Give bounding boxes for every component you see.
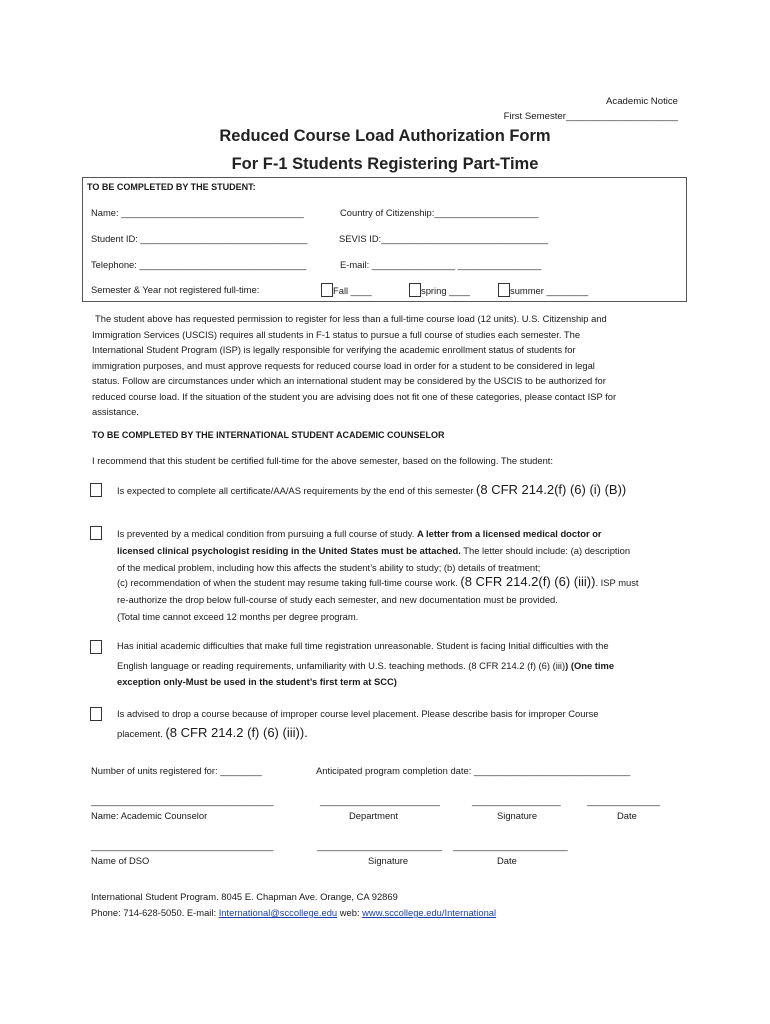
option2-line2-bold: licensed clinical psychologist residing in the United States must be attached. [117, 545, 461, 556]
intro-line: status. Follow are circumstances under which an international student may be considered by the USCIS to be authorized for [92, 375, 606, 386]
phone-text: Phone: 714-628-5050. E-mail: [91, 907, 219, 918]
dso-signature-line[interactable]: ________________________ [317, 840, 443, 851]
summer-checkbox[interactable] [498, 283, 510, 297]
option3-line2-bold: ) (One time [565, 660, 615, 671]
option-improper-placement-checkbox[interactable] [90, 707, 102, 721]
option2-line1: Is prevented by a medical condition from pursuing a full course of study. [117, 528, 417, 539]
option-complete-requirements [117, 482, 626, 497]
intro-line: The student above has requested permission to register for less than a full-time course load (12 units). U.S. Citizenship and [95, 313, 607, 324]
contact-line [91, 907, 496, 918]
counselor-name-line[interactable]: ___________________________________ [91, 795, 274, 806]
spring-checkbox[interactable] [409, 283, 421, 297]
option-medical-condition-checkbox[interactable] [90, 526, 102, 540]
dso-name-line[interactable]: ___________________________________ [91, 840, 274, 851]
option2-line1-bold: A letter from a licensed medical doctor or [416, 528, 602, 539]
option3-line2-wrap [117, 660, 614, 671]
sevis-id-field[interactable]: SEVIS ID:________________________________ [339, 233, 549, 244]
option2-citation: (8 CFR 214.2(f) (6) (iii)) [460, 574, 596, 589]
spring-label: spring ____ [421, 285, 470, 296]
option3-line2: English language or reading requirements, unfamiliarity with U.S. teaching methods. (8 CFR 214.2 (f) (6) (iii) [117, 660, 566, 671]
option-complete-requirements-checkbox[interactable] [90, 483, 102, 497]
dso-signature-label: Signature [368, 855, 409, 866]
contact-address: International Student Program. 8045 E. Chapman Ave. Orange, CA 92869 [91, 891, 398, 902]
option4-line2: placement. [117, 728, 166, 739]
units-registered-field[interactable]: Number of units registered for: ________ [91, 765, 262, 776]
fall-checkbox[interactable] [321, 283, 333, 297]
option3-line1: Has initial academic difficulties that make full time registration unreasonable. Student is facing Initial difficulties with the [117, 640, 609, 651]
option2-line4: (c) recommendation of when the student may resume taking full-time course work. [117, 577, 461, 588]
fall-label: Fall ____ [333, 285, 372, 296]
form-title-line2: For F-1 Students Registering Part-Time [231, 155, 539, 173]
counselor-section-heading: TO BE COMPLETED BY THE INTERNATIONAL STUDENT ACADEMIC COUNSELOR [92, 430, 445, 440]
counselor-name-label: Name: Academic Counselor [91, 810, 208, 821]
counselor-date-line[interactable]: ______________ [587, 795, 660, 806]
dso-name-label: Name of DSO [91, 855, 150, 866]
name-field[interactable]: Name: ___________________________________ [91, 207, 304, 218]
dso-date-label: Date [497, 855, 517, 866]
option2-line2: The letter should include: (a) description [460, 545, 631, 556]
email-link[interactable]: International@sccollege.edu [218, 907, 338, 918]
student-section-heading: TO BE COMPLETED BY THE STUDENT: [87, 182, 256, 192]
option2-line6: (Total time cannot exceed 12 months per degree program. [117, 611, 359, 622]
notice-title: Academic Notice [606, 96, 678, 107]
department-line[interactable]: _______________________ [320, 795, 440, 806]
first-semester-field: First Semester_____________________ [503, 111, 678, 122]
completion-date-field[interactable]: Anticipated program completion date: ______________________________ [316, 765, 631, 776]
option-medical-condition [117, 525, 630, 576]
option4-line2-wrap [117, 725, 308, 740]
option-academic-difficulties-checkbox[interactable] [90, 640, 102, 654]
option2-line5: re-authorize the drop below full-course of study each semester, and new documentation must be provided. [117, 594, 558, 605]
date-label: Date [617, 810, 637, 821]
option3-line3-bold: exception only-Must be used in the student’s first term at SCC) [117, 676, 397, 687]
web-prefix: web: [337, 907, 363, 918]
option-medical-condition-cont [117, 573, 639, 625]
option2-line3: of the medical problem, including how this affects the student’s ability to study; (b) details of treatment; [117, 562, 541, 573]
option1-text: Is expected to complete all certificate/AA/AS requirements by the end of this semester [117, 485, 477, 496]
dso-date-line[interactable]: ______________________ [453, 840, 568, 851]
email-field[interactable]: E-mail: ________________ ________________ [340, 259, 542, 270]
telephone-field[interactable]: Telephone: ________________________________ [91, 259, 307, 270]
citizenship-field[interactable]: Country of Citizenship:____________________ [340, 207, 539, 218]
summer-label: summer ________ [510, 285, 589, 296]
signature-label: Signature [497, 810, 538, 821]
option4-end: . [304, 725, 308, 740]
department-label: Department [349, 810, 398, 821]
counselor-signature-line[interactable]: _________________ [472, 795, 561, 806]
intro-line: reduced course load. If the situation of the student you are advising does not fit one of these categories, please contact ISP for [92, 390, 617, 402]
option4-line1: Is advised to drop a course because of improper course level placement. Please describe basis for improper Course [117, 708, 599, 719]
option4-citation: (8 CFR 214.2 (f) (6) (iii)) [165, 725, 305, 740]
option1-citation: (8 CFR 214.2(f) (6) (i) (B)) [476, 482, 627, 497]
intro-line: International Student Program (ISP) is legally responsible for verifying the academic enrollment status of students for [92, 344, 576, 355]
recommend-text: I recommend that this student be certified full-time for the above semester, based on the following. The student: [92, 455, 554, 466]
semester-label: Semester & Year not registered full-time: [91, 284, 260, 295]
intro-line: Immigration Services (USCIS) requires all students in F-1 status to pursue a full course of studies each semester. The [92, 328, 581, 340]
student-id-field[interactable]: Student ID: ________________________________ [91, 233, 308, 244]
website-link[interactable]: www.sccollege.edu/International [362, 907, 497, 918]
intro-paragraph [92, 311, 692, 420]
option2-line4-end: . ISP must [595, 577, 639, 588]
academic-notice [504, 94, 678, 124]
form-title-line1: Reduced Course Load Authorization Form [219, 127, 551, 145]
intro-line: immigration purposes, and must approve requests for reduced course load in order for a student to be considered in legal [92, 359, 595, 371]
intro-line: assistance. [92, 406, 139, 417]
